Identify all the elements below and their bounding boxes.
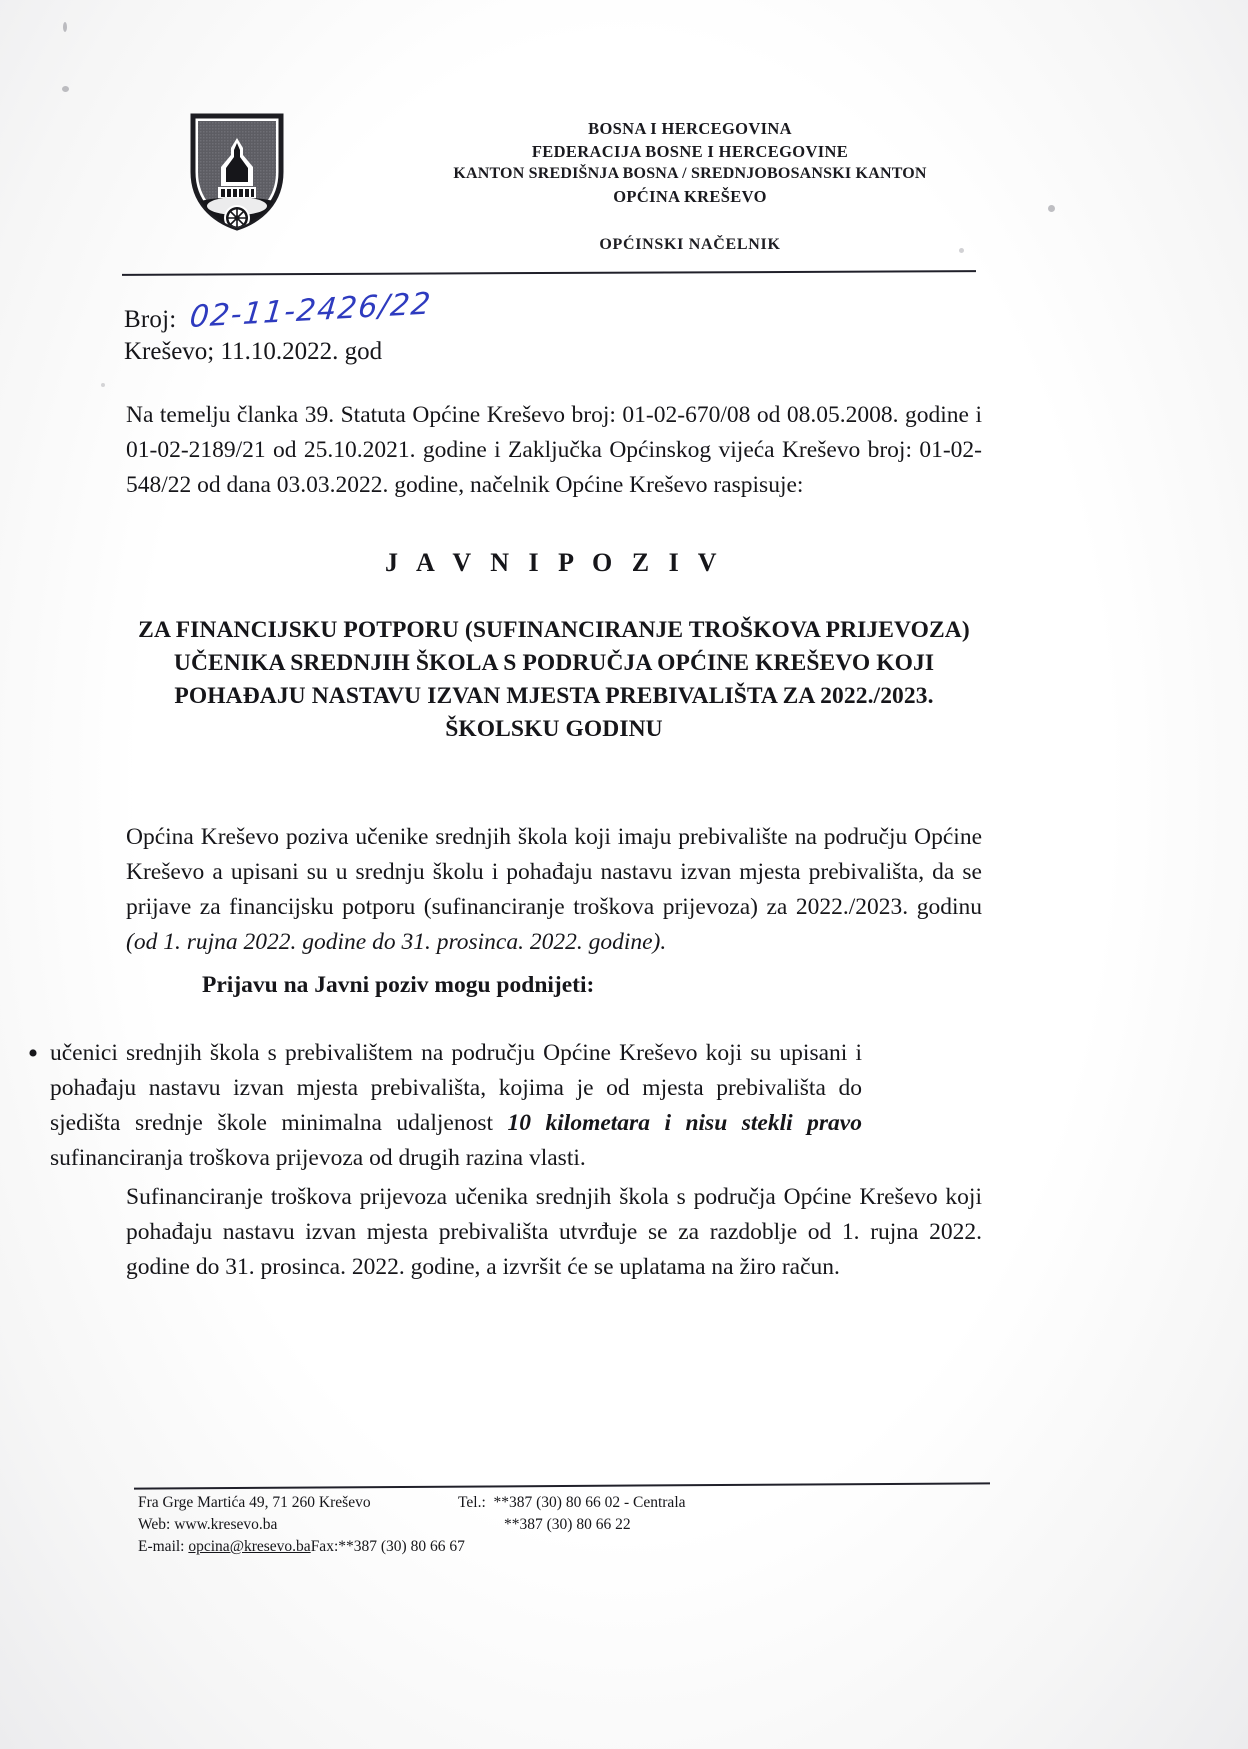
intro-paragraph: Na temelju članka 39. Statuta Općine Kreševo broj: 01-02-670/08 od 08.05.2008. godine i 01-02-2189/21 od 25.10.2021. godine i Zaključka Općinskog vijeća Kreševo broj: 01-02-548/22 od dana 03.03.2022. godine, načelnik Općine Kreševo raspisuje: xyxy=(126,402,982,498)
coat-of-arms-icon xyxy=(185,110,289,232)
list-item-text-1: učenici srednjih škola s prebivalištem na području Općine Kreševo koji su upisani i pohađaju nastavu izvan mjesta prebivališta, kojima je od mjesta prebivališta do sjedišta srednje škole minimalna udaljenost xyxy=(50,1040,862,1136)
paragraph-1 xyxy=(126,820,982,960)
org-line-canton: KANTON SREDIŠNJA BOSNA / SREDNJOBOSANSKI KANTON xyxy=(453,165,927,182)
paragraph-2: Sufinanciranje troškova prijevoza učenika srednjih škola s područja Općine Kreševo koji pohađaju nastavu izvan mjesta prebivališta utvrđuje se za razdoblje od 1. rujna 2022. godine do 31. prosinca. 2022. godine, a izvršit će se uplatama na žiro račun. xyxy=(126,1184,982,1280)
page-title: J A V N I P O Z I V xyxy=(384,548,724,577)
eligibility-list xyxy=(16,1036,862,1176)
header-divider xyxy=(122,270,976,276)
footer-contact-left xyxy=(138,1492,465,1558)
intro-block xyxy=(126,398,982,503)
reference-label: Broj: xyxy=(124,306,177,333)
bullet-icon: • xyxy=(27,1037,39,1070)
letterhead xyxy=(0,104,1248,264)
handwritten-reference-number: 02-11-2426/22 xyxy=(188,286,434,335)
footer-tel-label: Tel.: xyxy=(458,1494,486,1511)
scan-speck xyxy=(101,383,105,387)
list-item xyxy=(50,1036,862,1176)
footer-tel-1: **387 (30) 80 66 02 - Centrala xyxy=(493,1494,686,1511)
footer-divider xyxy=(134,1482,990,1489)
scan-speck xyxy=(62,86,69,92)
place-and-date: Kreševo; 11.10.2022. god xyxy=(124,338,383,365)
org-line-country: BOSNA I HERCEGOVINA xyxy=(588,119,792,138)
list-item-text-2: sufinanciranja troškova prijevoza od drugih razina vlasti. xyxy=(50,1145,586,1171)
page-subtitle: ZA FINANCIJSKU POTPORU (SUFINANCIRANJE TROŠKOVA PRIJEVOZA) UČENIKA SREDNJIH ŠKOLA S PODRUČJA OPĆINE KREŠEVO KOJI POHAĐAJU NASTAVU IZVAN MJESTA PREBIVALIŠTA ZA 2022./2023. ŠKOLSKU GODINU xyxy=(138,617,970,742)
paragraph-2-block xyxy=(126,1180,982,1285)
footer-address: Fra Grge Martića 49, 71 260 Kreševo xyxy=(138,1494,371,1511)
reference-number-row xyxy=(124,286,434,335)
footer-email-label: E-mail: xyxy=(138,1538,189,1555)
subheading-eligibility: Prijavu na Javni poziv mogu podnijeti: xyxy=(202,972,595,998)
org-line-federation: FEDERACIJA BOSNE I HERCEGOVINE xyxy=(531,141,849,161)
footer-tel-row xyxy=(458,1492,686,1514)
paragraph-1-period: (od 1. rujna 2022. godine do 31. prosinca. 2022. godine). xyxy=(126,929,667,955)
paragraph-1-block xyxy=(126,820,982,960)
footer-email-row xyxy=(138,1536,465,1558)
footer-email[interactable]: opcina@kresevo.ba xyxy=(188,1538,311,1555)
footer-tel-2: **387 (30) 80 66 22 xyxy=(504,1516,631,1533)
footer-contact-right xyxy=(458,1492,686,1536)
scan-speck xyxy=(63,22,67,32)
org-role-title: OPĆINSKI NAČELNIK xyxy=(599,236,781,253)
footer-block xyxy=(138,1492,1018,1562)
footer-fax: Fax:**387 (30) 80 66 67 xyxy=(310,1538,465,1555)
paragraph-1-text: Općina Kreševo poziva učenike srednjih škola koji imaju prebivalište na području Općine Kreševo a upisani su u srednju školu i pohađaju nastavu izvan mjesta prebivališta, da se prijave za financijsku potporu (sufinanciranje troškova prijevoza) za 2022./2023. godinu xyxy=(126,824,982,920)
organisation-block xyxy=(330,118,1050,254)
list-item-emphasis: 10 kilometara i nisu stekli pravo xyxy=(507,1110,862,1136)
footer-web: Web: www.kresevo.ba xyxy=(138,1516,278,1533)
org-line-municipality: OPĆINA KREŠEVO xyxy=(613,186,767,206)
